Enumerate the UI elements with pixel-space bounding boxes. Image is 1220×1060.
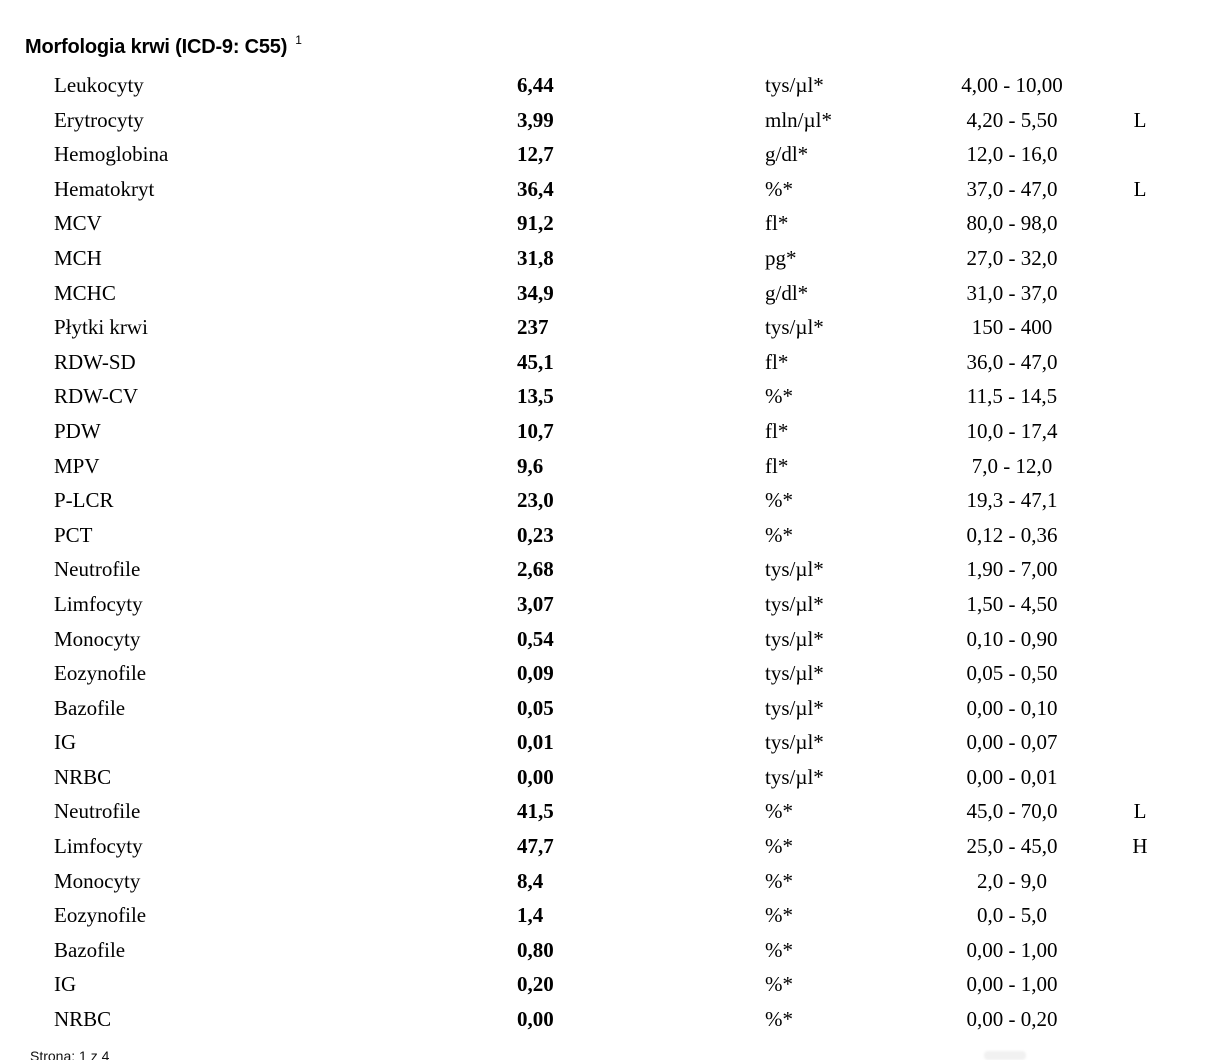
result-unit: pg* — [765, 245, 797, 270]
section-title-text: Morfologia krwi (ICD-9: C55) — [25, 36, 288, 58]
result-row — [0, 905, 1220, 940]
parameter-name: IG — [54, 972, 77, 997]
result-unit: %* — [765, 868, 793, 893]
result-row — [0, 522, 1220, 560]
reference-range: 7,0 - 12,0 — [971, 453, 1053, 478]
abnormal-flag: L — [1133, 176, 1147, 201]
result-unit: %* — [765, 972, 793, 997]
result-unit: %* — [765, 937, 793, 962]
reference-range: 25,0 - 45,0 — [966, 834, 1058, 859]
reference-range: 4,00 - 10,00 — [961, 73, 1063, 97]
result-row — [0, 317, 1220, 352]
parameter-name: MCH — [54, 245, 102, 270]
result-value: 41,5 — [517, 799, 554, 824]
reference-range: 0,05 - 0,50 — [966, 661, 1058, 686]
result-row — [0, 764, 1220, 802]
result-unit: fl* — [765, 418, 789, 443]
result-unit: fl* — [765, 211, 789, 236]
abnormal-flag: L — [1133, 107, 1147, 132]
result-row — [0, 868, 1220, 906]
result-row — [0, 75, 1220, 110]
result-unit: mln/µl* — [765, 107, 832, 132]
result-value: 9,6 — [517, 453, 544, 478]
result-value: 0,80 — [517, 937, 554, 962]
parameter-name: PDW — [54, 418, 101, 443]
result-row — [0, 280, 1220, 318]
reference-range: 0,00 - 0,20 — [966, 1007, 1058, 1032]
result-row — [0, 453, 1220, 491]
result-unit: fl* — [765, 453, 789, 478]
result-unit: tys/µl* — [765, 315, 824, 340]
parameter-name: IG — [54, 730, 77, 755]
result-unit: %* — [765, 176, 793, 201]
result-unit: %* — [765, 522, 793, 547]
result-value: 0,05 — [517, 695, 554, 720]
parameter-name: Hemoglobina — [54, 142, 169, 167]
result-unit: g/dl* — [765, 142, 809, 167]
parameter-name: Limfocyty — [54, 591, 143, 616]
result-value: 12,7 — [517, 142, 554, 167]
result-unit: %* — [765, 384, 793, 409]
result-unit: %* — [765, 1007, 793, 1032]
reference-range: 11,5 - 14,5 — [966, 384, 1058, 409]
result-value: 8,4 — [517, 868, 544, 893]
reference-range: 10,0 - 17,4 — [966, 418, 1058, 443]
result-value: 45,1 — [517, 349, 554, 374]
result-row — [0, 144, 1220, 179]
result-row — [0, 349, 1220, 387]
section-title — [25, 33, 302, 58]
result-unit: tys/µl* — [765, 73, 824, 97]
page-footer — [30, 1049, 109, 1060]
reference-range: 0,00 - 0,01 — [966, 764, 1058, 789]
result-value: 1,4 — [517, 903, 544, 928]
reference-range: 2,0 - 9,0 — [977, 868, 1047, 893]
parameter-name: NRBC — [54, 764, 112, 789]
result-row — [0, 559, 1220, 594]
parameter-name: Erytrocyty — [54, 107, 144, 132]
reference-range: 1,50 - 4,50 — [966, 591, 1058, 616]
result-row — [0, 213, 1220, 248]
result-unit: fl* — [765, 349, 789, 374]
result-value: 6,44 — [517, 73, 554, 97]
parameter-name: RDW-CV — [54, 384, 138, 409]
result-row — [0, 418, 1220, 456]
abnormal-flag: H — [1132, 834, 1148, 859]
result-unit: %* — [765, 488, 793, 513]
reference-range: 27,0 - 32,0 — [966, 245, 1058, 270]
reference-range: 80,0 - 98,0 — [966, 211, 1058, 236]
result-row — [0, 626, 1220, 664]
reference-range: 19,3 - 47,1 — [966, 488, 1058, 513]
results-table — [0, 75, 1220, 1044]
abnormal-flag: L — [1133, 799, 1147, 824]
result-row — [0, 176, 1220, 214]
result-unit: tys/µl* — [765, 626, 824, 651]
reference-range: 0,10 - 0,90 — [966, 626, 1058, 651]
result-value: 237 — [517, 315, 549, 340]
parameter-name: PCT — [54, 522, 93, 547]
parameter-name: Leukocyty — [54, 73, 144, 97]
result-value: 34,9 — [517, 280, 554, 305]
parameter-name: NRBC — [54, 1007, 112, 1032]
parameter-name: Monocyty — [54, 868, 141, 893]
page-number-label: Strona: 1 z 4 — [30, 1048, 110, 1060]
result-unit: tys/µl* — [765, 557, 824, 582]
result-unit: tys/µl* — [765, 661, 824, 686]
result-row — [0, 386, 1220, 421]
result-value: 0,09 — [517, 661, 554, 686]
reference-range: 36,0 - 47,0 — [966, 349, 1058, 374]
result-unit: tys/µl* — [765, 695, 824, 720]
result-unit: %* — [765, 799, 793, 824]
parameter-name: Płytki krwi — [54, 315, 148, 340]
result-unit: %* — [765, 834, 793, 859]
result-row — [0, 591, 1220, 629]
reference-range: 0,00 - 1,00 — [966, 937, 1058, 962]
result-value: 47,7 — [517, 834, 554, 859]
result-unit: g/dl* — [765, 280, 809, 305]
result-row — [0, 245, 1220, 283]
reference-range: 4,20 - 5,50 — [966, 107, 1058, 132]
parameter-name: Bazofile — [54, 937, 126, 962]
result-value: 91,2 — [517, 211, 554, 236]
reference-range: 0,00 - 0,10 — [966, 695, 1058, 720]
parameter-name: RDW-SD — [54, 349, 136, 374]
parameter-name: Eozynofile — [54, 903, 147, 928]
reference-range: 45,0 - 70,0 — [966, 799, 1058, 824]
parameter-name: MCV — [54, 211, 102, 236]
result-unit: tys/µl* — [765, 591, 824, 616]
result-row — [0, 732, 1220, 767]
result-value: 3,99 — [517, 107, 554, 132]
result-value: 0,23 — [517, 522, 554, 547]
result-row — [0, 974, 1220, 1009]
reference-range: 12,0 - 16,0 — [966, 142, 1058, 167]
parameter-name: Limfocyty — [54, 834, 143, 859]
parameter-name: P-LCR — [54, 488, 114, 513]
result-value: 31,8 — [517, 245, 554, 270]
result-value: 13,5 — [517, 384, 554, 409]
parameter-name: Neutrofile — [54, 557, 141, 582]
parameter-name: Bazofile — [54, 695, 126, 720]
parameter-name: Eozynofile — [54, 661, 147, 686]
result-value: 0,20 — [517, 972, 554, 997]
reference-range: 1,90 - 7,00 — [966, 557, 1058, 582]
result-value: 0,54 — [517, 626, 554, 651]
faint-watermark — [984, 1051, 1026, 1060]
result-row — [0, 663, 1220, 698]
result-unit: tys/µl* — [765, 730, 824, 755]
result-row — [0, 695, 1220, 733]
reference-range: 0,00 - 0,07 — [966, 730, 1058, 755]
parameter-name: Hematokryt — [54, 176, 155, 201]
result-row — [0, 937, 1220, 975]
result-value: 0,00 — [517, 764, 554, 789]
section-title-footnote-marker: 1 — [295, 33, 302, 47]
result-row — [0, 490, 1220, 525]
reference-range: 0,00 - 1,00 — [966, 972, 1058, 997]
parameter-name: Neutrofile — [54, 799, 141, 824]
result-row — [0, 107, 1220, 145]
reference-range: 37,0 - 47,0 — [966, 176, 1058, 201]
result-value: 10,7 — [517, 418, 554, 443]
result-value: 0,00 — [517, 1007, 554, 1032]
result-row — [0, 1009, 1220, 1044]
reference-range: 31,0 - 37,0 — [966, 280, 1058, 305]
parameter-name: MPV — [54, 453, 100, 478]
result-row — [0, 836, 1220, 871]
parameter-name: Monocyty — [54, 626, 141, 651]
parameter-name: MCHC — [54, 280, 116, 305]
result-unit: tys/µl* — [765, 764, 824, 789]
result-unit: %* — [765, 903, 793, 928]
result-value: 2,68 — [517, 557, 554, 582]
reference-range: 150 - 400 — [971, 315, 1053, 340]
reference-range: 0,12 - 0,36 — [966, 522, 1058, 547]
reference-range: 0,0 - 5,0 — [977, 903, 1047, 928]
result-value: 0,01 — [517, 730, 554, 755]
result-value: 23,0 — [517, 488, 554, 513]
result-row — [0, 801, 1220, 836]
result-value: 36,4 — [517, 176, 554, 201]
result-value: 3,07 — [517, 591, 554, 616]
